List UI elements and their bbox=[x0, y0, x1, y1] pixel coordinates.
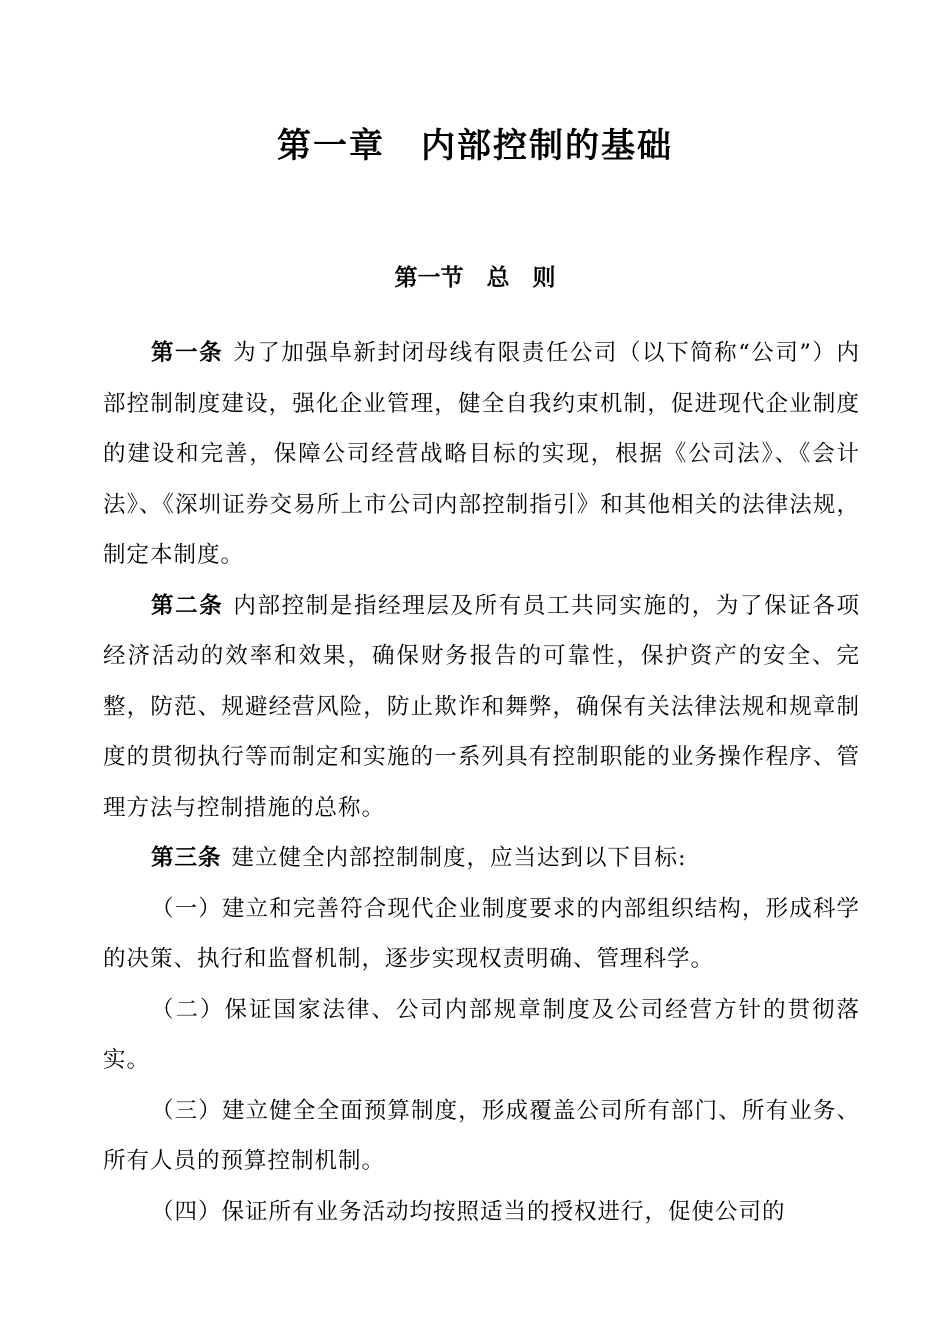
goal-item: （三）建立健全全面预算制度，形成覆盖公司所有部门、所有业务、所有人员的预算控制机制。 bbox=[103, 1097, 860, 1174]
document-body bbox=[103, 328, 860, 1237]
article-text: 建立健全内部控制制度，应当达到以下目标: bbox=[231, 845, 687, 871]
goal-item: （一）建立和完善符合现代企业制度要求的内部组织结构，形成科学的决策、执行和监督机制，逐步实现权责明确、管理科学。 bbox=[103, 895, 860, 972]
article-number: 第二条 bbox=[151, 592, 224, 619]
chapter-title: 第一章 内部控制的基础 bbox=[277, 126, 673, 166]
article-2 bbox=[103, 581, 860, 834]
article-number: 第一条 bbox=[151, 340, 224, 366]
article-text: 内部控制是指经理层及所有员工共同实施的，为了保证各项经济活动的效率和效果，确保财务报告的可靠性，保护资产的安全、完整，防范、规避经营风险，防止欺诈和舞弊，确保有关法律法规和规章制度的贯彻执行等而制定和实施的一系列具有控制职能的业务操作程序、管理方法与控制措施的总称。 bbox=[103, 592, 860, 821]
section-title: 第一节 总 则 bbox=[394, 264, 556, 291]
article-text: 为了加强阜新封闭母线有限责任公司（以下简称“公司”）内部控制制度建设，强化企业管理，健全自我约束机制，促进现代企业制度的建设和完善，保障公司经营战略目标的实现，根据《公司法》、《会计法》、《深圳证券交易所上市公司内部控制指引》和其他相关的法律法规，制定本制度。 bbox=[103, 340, 860, 568]
article-1 bbox=[103, 328, 860, 581]
article-3 bbox=[103, 833, 860, 884]
article-number: 第三条 bbox=[151, 845, 222, 871]
goal-item: （二）保证国家法律、公司内部规章制度及公司经营方针的贯彻落实。 bbox=[103, 996, 860, 1073]
goal-item: （四）保证所有业务活动均按照适当的授权进行，促使公司的 bbox=[151, 1198, 786, 1225]
